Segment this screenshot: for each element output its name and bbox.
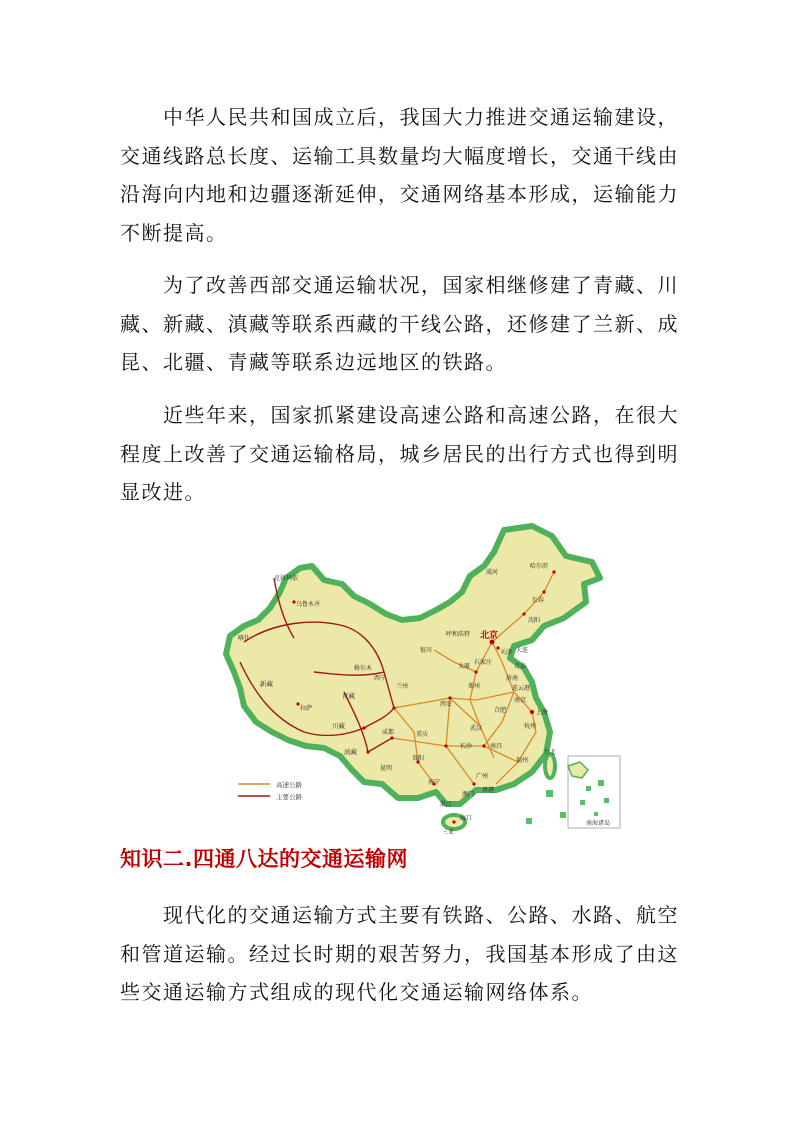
road-label-chuanzang: 川藏 [332, 722, 345, 730]
city-haerbin: 哈尔滨 [530, 563, 549, 570]
city-kashi: 喀什 [238, 635, 251, 642]
legend-main-road: 主要公路 [276, 793, 302, 801]
taiwan-island [545, 754, 555, 778]
city-kelamayi: 克拉玛依 [274, 575, 299, 582]
city-changsha: 长沙 [460, 743, 473, 750]
city-guiyang: 贵阳 [412, 755, 425, 762]
inset-label: 南海诸岛 [586, 820, 611, 827]
city-huhehaote: 呼和浩特 [446, 631, 471, 638]
paragraph-line: 不断提高。 [120, 220, 228, 245]
road-label-xinzang: 新藏 [260, 680, 273, 688]
paragraph-line: 为了改善西部交通运输状况，国家相继修建了青藏、川 [163, 273, 679, 297]
city-beijing: 北京 [480, 631, 499, 641]
paragraph-line: 昆、北疆、青藏等联系边远地区的铁路。 [120, 350, 507, 374]
map-svg [214, 522, 624, 842]
paragraph-line: 现代化的交通运输方式主要有铁路、公路、水路、航空 [163, 903, 679, 927]
south-sea-inset [568, 756, 620, 828]
city-tianjin: 天津 [500, 649, 513, 656]
city-nanning: 南宁 [428, 779, 441, 786]
legend-expressway: 高速公路 [276, 781, 302, 789]
city-haikou: 海口 [460, 815, 473, 822]
city-taiyuan: 太原 [458, 663, 471, 670]
city-geermu: 格尔木 [354, 665, 373, 672]
road-label-qingzang: 青藏 [342, 692, 355, 700]
city-hangzhou: 杭州 [524, 723, 537, 730]
paragraph-line: 程度上改善了交通运输格局，城乡居民的出行方式也得到明 [120, 441, 679, 466]
island-marker [546, 790, 553, 797]
city-xining: 西宁 [374, 675, 387, 682]
city-nanjing: 南京 [514, 697, 527, 704]
city-yinchuan: 银川 [420, 647, 433, 654]
city-nanchang: 南昌 [490, 743, 503, 750]
city-hefei: 合肥 [494, 707, 507, 714]
city-taibei: 台北 [544, 749, 557, 756]
paragraph-line: 近些年来，国家抓紧建设高速公路和高速公路，在很大 [163, 403, 679, 427]
paragraph-2 [120, 266, 680, 382]
city-shenyang: 沈阳 [528, 617, 541, 624]
city-dalian: 大连 [516, 647, 529, 654]
paragraph-line: 显改进。 [120, 480, 206, 504]
paragraph-line: 中华人民共和国成立后，我国大力推进交通运输建设， [163, 105, 679, 129]
city-aomen: 澳门 [462, 791, 475, 798]
city-guangzhou: 广州 [476, 773, 489, 780]
city-jinan: 济南 [506, 675, 519, 682]
road-label-dianzang: 滇藏 [344, 748, 357, 756]
city-kunming: 昆明 [380, 765, 393, 772]
island-marker [526, 818, 532, 824]
paragraph-line: 交通线路总长度、运输工具数量均大幅度增长，交通干线由 [120, 143, 679, 168]
city-wulumuqi: 乌鲁木齐 [296, 601, 321, 608]
city-sanya: 三亚 [442, 829, 455, 836]
paragraph-line: 和管道运输。经过长时期的艰苦努力，我国基本形成了由这 [120, 941, 679, 966]
paragraph-line: 些交通运输方式组成的现代化交通运输网络体系。 [120, 980, 593, 1004]
city-xianggang: 香港 [482, 787, 495, 794]
city-shanghai: 上海 [536, 709, 549, 716]
paragraph-line: 藏、新藏、滇藏等联系西藏的干线公路，还修建了兰新、成 [120, 311, 679, 336]
paragraph-1 [120, 98, 680, 252]
city-wuhan: 武汉 [470, 725, 483, 732]
city-lianyungang: 连云港 [512, 685, 531, 692]
city-mohe: 漠河 [486, 569, 499, 576]
city-lanzhou: 兰州 [396, 683, 409, 690]
city-chengdu: 成都 [382, 729, 395, 736]
section-heading: 知识二.四通八达的交通运输网 [120, 847, 408, 871]
map-legend [238, 780, 303, 801]
city-changchun: 长春 [532, 597, 545, 604]
city-lasa: 拉萨 [300, 705, 313, 712]
paragraph-line: 沿海向内地和边疆逐渐延伸，交通网络基本形成，运输能力 [120, 182, 679, 206]
paragraph-3 [120, 396, 680, 512]
city-qingdao: 青岛 [514, 663, 527, 670]
city-xian: 西安 [440, 701, 453, 708]
china-transport-map [214, 522, 624, 842]
city-zhanjiang: 湛江 [440, 801, 453, 808]
island-marker [560, 812, 566, 818]
city-shijiazhuang: 石家庄 [474, 659, 493, 666]
city-zhengzhou: 郑州 [468, 683, 481, 690]
paragraph-4 [120, 896, 680, 1012]
city-fuzhou: 福州 [516, 757, 529, 764]
city-chongqing: 重庆 [416, 731, 429, 738]
